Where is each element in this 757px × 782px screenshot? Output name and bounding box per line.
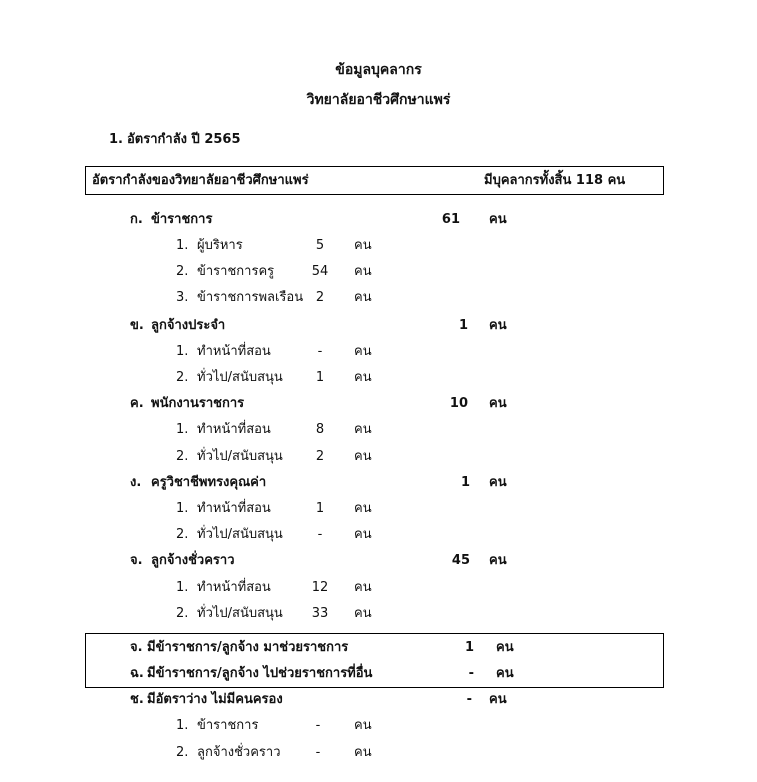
item-label: ทั่วไป/สนับสนุน [197, 527, 283, 542]
group-unit: คน [489, 692, 507, 707]
item-label: ทำหน้าที่สอน [197, 501, 271, 516]
item-unit: คน [354, 606, 372, 621]
group-name: มีข้าราชการ/ลูกจ้าง ไปช่วยราชการที่อื่น [147, 666, 373, 681]
item-value: - [315, 718, 321, 733]
item-unit: คน [354, 370, 372, 385]
group-name: ข้าราชการ [151, 212, 213, 227]
item-number: 2. [176, 527, 189, 542]
item-label: ทั่วไป/สนับสนุน [197, 449, 283, 464]
item-unit: คน [354, 449, 372, 464]
item-label: ข้าราชการครู [197, 264, 275, 279]
item-number: 2. [176, 745, 189, 760]
item-value: - [315, 745, 321, 760]
item-label: ลูกจ้างชั่วคราว [197, 745, 281, 760]
group-total: - [466, 692, 472, 707]
item-number: 2. [176, 264, 189, 279]
item-number: 1. [176, 718, 189, 733]
group-total: 10 [449, 396, 468, 411]
item-number: 3. [176, 290, 189, 305]
item-number: 2. [176, 370, 189, 385]
group-unit: คน [489, 553, 507, 568]
group-total: 45 [451, 553, 470, 568]
item-number: 2. [176, 606, 189, 621]
item-value: 1 [315, 370, 325, 385]
group-name: ลูกจ้างชั่วคราว [151, 553, 235, 568]
item-unit: คน [354, 290, 372, 305]
group-total: 1 [464, 640, 474, 655]
group-letter: ก. [130, 212, 143, 227]
group-unit: คน [496, 640, 514, 655]
item-label: ทำหน้าที่สอน [197, 422, 271, 437]
group-unit: คน [489, 212, 507, 227]
item-unit: คน [354, 501, 372, 516]
group-letter: ช. [130, 692, 144, 707]
item-number: 1. [176, 501, 189, 516]
item-label: ทำหน้าที่สอน [197, 580, 271, 595]
group-letter: ง. [130, 475, 142, 490]
item-value: - [317, 344, 323, 359]
doc-title-line2: วิทยาลัยอาชีวศึกษาแพร่ [306, 92, 451, 108]
section-number: 1. [109, 132, 123, 147]
group-unit: คน [489, 318, 507, 333]
group-letter: ค. [130, 396, 144, 411]
item-value: 5 [315, 238, 325, 253]
group-total: - [468, 666, 474, 681]
item-value: 8 [315, 422, 325, 437]
group-letter: ข. [130, 318, 144, 333]
item-unit: คน [354, 422, 372, 437]
group-total: 1 [460, 475, 470, 490]
summary-left: อัตรากำลังของวิทยาลัยอาชีวศึกษาแพร่ [92, 173, 309, 188]
item-number: 1. [176, 238, 189, 253]
group-letter: ฉ. [130, 666, 144, 681]
item-label: ทั่วไป/สนับสนุน [197, 606, 283, 621]
group-letter: จ. [130, 553, 143, 568]
group-total: 61 [441, 212, 460, 227]
summary-total: มีบุคลากรทั้งสิ้น 118 คน [484, 173, 626, 188]
group-unit: คน [489, 475, 507, 490]
doc-title-line1: ข้อมูลบุคลากร [335, 62, 422, 78]
group-name: พนักงานราชการ [151, 396, 245, 411]
item-number: 1. [176, 344, 189, 359]
section-heading: อัตรากำลัง ปี 2565 [127, 132, 241, 147]
item-label: ข้าราชการพลเรือน [197, 290, 304, 305]
group-name: มีอัตราว่าง ไม่มีคนครอง [147, 692, 283, 707]
item-label: ทั่วไป/สนับสนุน [197, 370, 283, 385]
item-unit: คน [354, 745, 372, 760]
item-label: ทำหน้าที่สอน [197, 344, 271, 359]
item-unit: คน [354, 264, 372, 279]
item-value: 2 [315, 290, 325, 305]
group-letter: จ. [130, 640, 143, 655]
group-name: ลูกจ้างประจำ [151, 318, 226, 333]
item-unit: คน [354, 344, 372, 359]
group-name: มีข้าราชการ/ลูกจ้าง มาช่วยราชการ [147, 640, 349, 655]
item-value: 1 [315, 501, 325, 516]
item-label: ผู้บริหาร [197, 238, 243, 253]
group-total: 1 [458, 318, 468, 333]
item-number: 1. [176, 422, 189, 437]
group-unit: คน [489, 396, 507, 411]
item-value: 54 [311, 264, 329, 279]
item-unit: คน [354, 527, 372, 542]
item-number: 2. [176, 449, 189, 464]
item-unit: คน [354, 718, 372, 733]
item-label: ข้าราชการ [197, 718, 259, 733]
item-value: - [317, 527, 323, 542]
item-unit: คน [354, 580, 372, 595]
item-value: 12 [311, 580, 329, 595]
item-value: 33 [311, 606, 329, 621]
group-name: ครูวิชาชีพทรงคุณค่า [151, 475, 267, 490]
item-value: 2 [315, 449, 325, 464]
group-unit: คน [496, 666, 514, 681]
item-unit: คน [354, 238, 372, 253]
item-number: 1. [176, 580, 189, 595]
